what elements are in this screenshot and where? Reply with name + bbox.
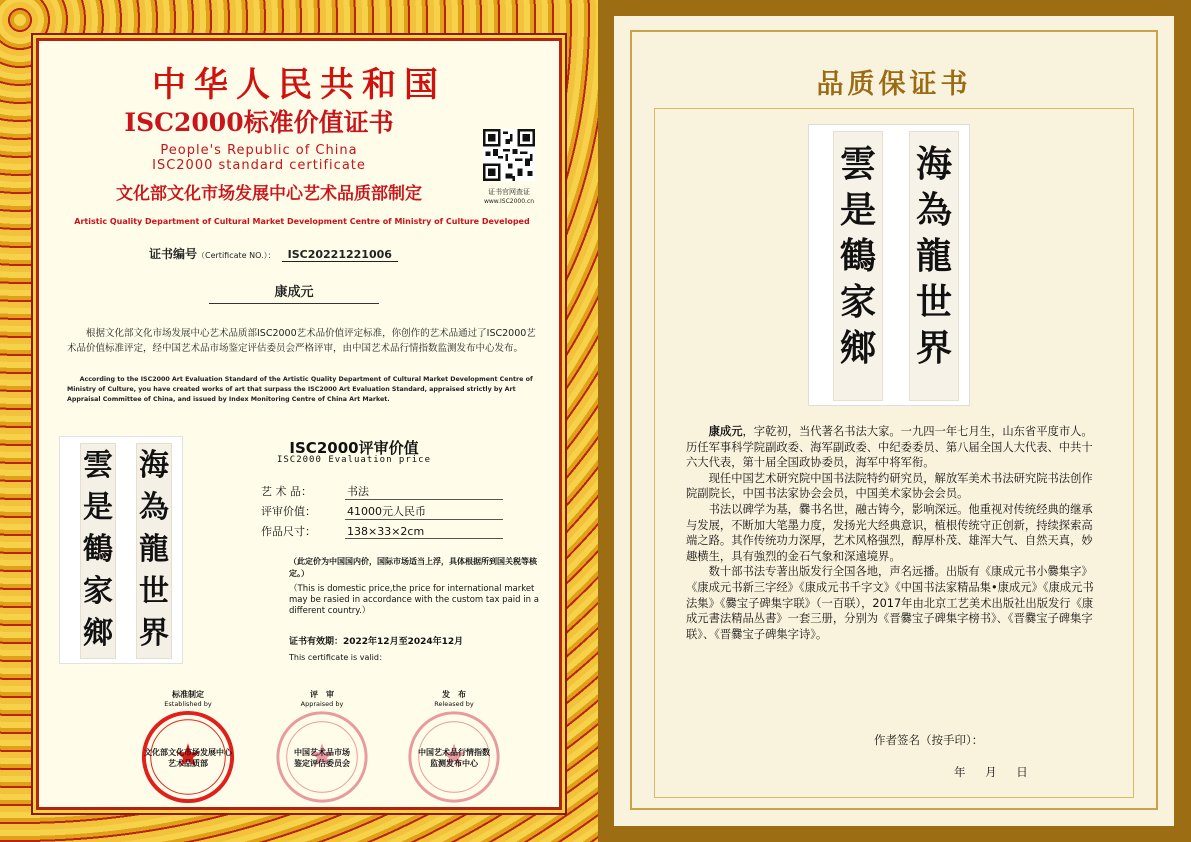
bio-paragraph-1 [686, 424, 1102, 471]
calligraphy-column-1 [136, 445, 172, 655]
bio-paragraph-4: 数十部书法专著出版发行全国各地，声名远播。出版有《康成元书小爨集字》《康成元书新三字经》《康成元书千字文》《中国书法家精品集•康成元》《康成元书法集》《爨宝子碑集字联》（一百联），2017年由北京工艺美术出版社出版发行《康成元書法精品丛書》一套三册，分别为《晋爨宝子碑集字榜书》、《晋爨宝子碑集字联》、《晋爨宝子碑集字诗》。 [686, 565, 1094, 641]
calligraphy-glyph: 界 [139, 616, 169, 651]
calligraphy-glyph: 鶴 [83, 532, 113, 567]
eval-key: 评审价值： [261, 505, 316, 518]
eval-value: 书法 [345, 483, 503, 500]
eval-row-artwork [261, 483, 503, 500]
certificate-number-row [149, 245, 398, 262]
author-signature-field[interactable]: 作者签名（按手印）： [874, 733, 984, 747]
calligraphy-glyph: 海 [139, 448, 169, 483]
calligraphy-column-1 [909, 141, 959, 371]
title-en-1: People's Republic of China [160, 143, 358, 158]
calligraphy-glyph: 雲 [839, 143, 876, 185]
seal-heading-en: Released by [434, 700, 474, 708]
quality-guarantee [598, 0, 1191, 842]
bio-paragraph-2: 现任中国艺术研究院中国书法院特约研究员，解放军美术书法研究院书法创作院副院长，中国书法家协会会员，中国美术家协会会员。 [686, 471, 1093, 501]
eval-row-price [261, 503, 503, 520]
seal-heading: 发 布 [442, 690, 466, 699]
calligraphy-glyph: 龍 [915, 235, 952, 277]
calligraphy-glyph: 家 [83, 574, 113, 609]
cert-no-label-cn: 证书编号 [149, 247, 198, 261]
title-isc: ISC2000标准价值证书 [124, 108, 394, 137]
eval-value: 41000元人民币 [345, 503, 503, 520]
evaluation-title: ISC2000评审价值 [289, 439, 419, 457]
price-note-en: （This is domestic price,the price for international market may be rasied in accordance with the custom tax paid in a different country.） [289, 584, 539, 616]
calligraphy-column-2 [833, 141, 883, 371]
seal-line-2: 监测发布中心 [430, 759, 478, 768]
calligraphy-glyph: 龍 [139, 532, 169, 567]
price-note-cn: （此定价为中国国内价，国际市场适当上浮，具体根据所到国关税等核定。） [289, 557, 537, 578]
calligraphy-glyph: 家 [839, 281, 876, 323]
seal-line-2: 艺术品质部 [168, 759, 208, 768]
calligraphy-glyph: 鄉 [839, 327, 876, 369]
department-en: Artistic Quality Department of Cultural Market Development Centre of Ministry of Culture Developed [74, 217, 530, 226]
calligraphy-glyph: 是 [83, 490, 113, 525]
calligraphy-glyph: 界 [915, 327, 952, 369]
artwork-image [808, 124, 970, 406]
seal-heading: 标准制定 [172, 690, 204, 699]
cert-no-value: ISC20221221006 [282, 248, 398, 262]
seal-heading-en: Established by [164, 700, 212, 708]
title-en-2: ISC2000 standard certificate [152, 158, 366, 173]
calligraphy-column-2 [80, 445, 116, 655]
seal-1-text [133, 747, 243, 769]
statement-en: According to the ISC2000 Art Evaluation Standard of the Artistic Quality Department of Cultural Market Development Centre of Ministry of Culture, you have created works of art that surpass the ISC2000 Art Evaluation Standard, appraised strictly by Art Appraisal Committee of China, and issued by Index Monitoring Centre of China Art Market. [67, 376, 533, 403]
calligraphy-glyph: 為 [915, 189, 952, 231]
calligraphy-glyph: 海 [915, 143, 952, 185]
department-cn: 文化部文化市场发展中心艺术品质部制定 [116, 184, 422, 204]
calligraphy-glyph: 為 [139, 490, 169, 525]
evaluation-subtitle: ISC2000 Evaluation price [276, 455, 432, 465]
artist-name: 康成元 [708, 425, 743, 438]
certificate-body [36, 38, 562, 810]
seal-heading-en: Appraised by [300, 700, 344, 708]
seal-line-1: 中国艺术品市场 [294, 748, 350, 757]
seal-3-text [399, 747, 509, 769]
eval-value: 138×33×2cm [345, 525, 503, 539]
calligraphy-glyph: 世 [139, 574, 169, 609]
artwork-image [59, 436, 183, 664]
eval-key: 作品尺寸： [261, 525, 316, 538]
statement-cn: 根据文化部文化市场发展中心艺术品质部ISC2000艺术品价值评定标准，你创作的艺术品通过了ISC2000艺术品价值标准评定，经中国艺术品市场鉴定评估委员会严格评审，由中国艺术品行情指数监测发布中心发布。 [67, 328, 536, 354]
bio-text: ，字乾初，当代著名书法大家。一九四一年七月生，山东省平度市人。历任军事科学院副政委、海军副政委、中纪委委员、第八届全国人大代表、中共十六大代表，第十届全国政协委员，海军中将军衔。 [686, 425, 1093, 470]
calligraphy-glyph: 鄉 [83, 616, 113, 651]
calligraphy-glyph: 是 [839, 189, 876, 231]
calligraphy-glyph: 鶴 [839, 235, 876, 277]
qr-code[interactable] [483, 129, 535, 181]
seal-line-2: 鉴定评估委员会 [294, 759, 350, 768]
artist-biography [686, 424, 1102, 642]
seal-2-text [267, 747, 377, 769]
seal-heading: 评 审 [310, 690, 334, 699]
cert-no-label-en: （Certificate NO.）： [197, 251, 276, 260]
eval-key: 艺 术 品： [261, 485, 312, 498]
owner-name: 康成元 [209, 281, 379, 304]
guarantee-title: 品质保证书 [816, 69, 972, 100]
title-cn: 中华人民共和国 [152, 65, 446, 105]
validity-en: This certificate is valid： [289, 653, 387, 662]
guarantee-paper [614, 16, 1174, 826]
qr-url: www.ISC2000.cn [483, 198, 535, 205]
eval-row-size [261, 523, 503, 539]
seal-line-1: 中国艺术品行情指数 [418, 748, 490, 757]
date-field[interactable]: 年 月 日 [954, 765, 1028, 779]
bio-paragraph-3: 书法以碑学为基，爨书名世，融古铸今，影响深远。他重视对传统经典的继承与发展，不断加大笔墨力度，发扬光大经典意识，植根传统守正创新，持续探索高端之路。其作传统功力深厚，艺术风格强烈，醇厚朴茂、雄浑大气、自然天真，妙趣横生，具有強烈的金石气象和深遠境界。 [686, 502, 1093, 563]
qr-label: 证书官网查证 [488, 188, 530, 196]
validity-cn: 证书有效期：2022年12月至2024年12月 [289, 637, 464, 647]
calligraphy-glyph: 世 [915, 281, 952, 323]
calligraphy-glyph: 雲 [83, 448, 113, 483]
seal-line-1: 文化部文化市场发展中心 [144, 748, 232, 757]
